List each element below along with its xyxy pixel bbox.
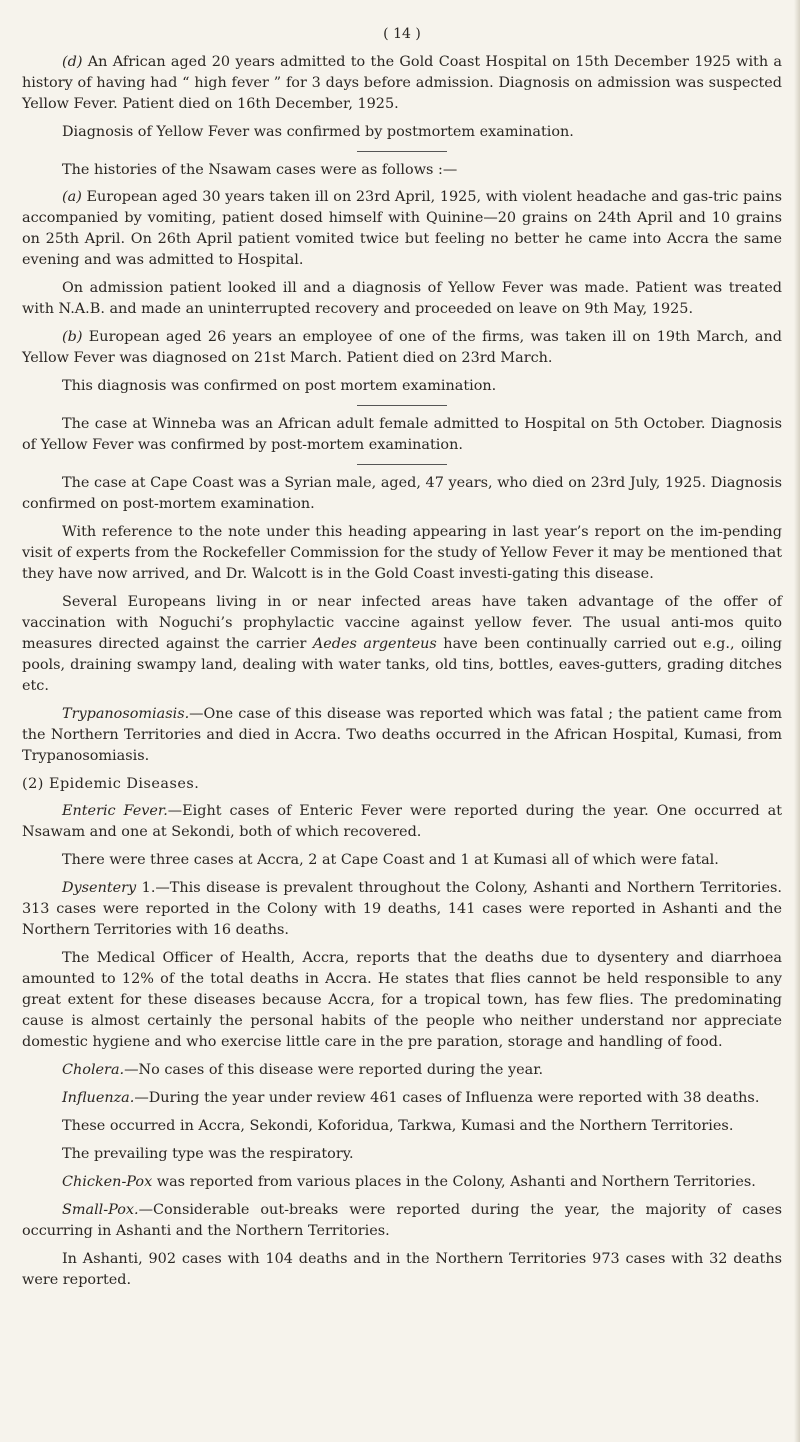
nsawam-case-a-admission: On admission patient looked ill and a diagnosis of Yellow Fever was made. Patient was treated with N.A.B. and made an uninterrupted recovery and proceeded on leave on 9th May, 1925. bbox=[22, 280, 782, 317]
dysentery-text: 1.—This disease is prevalent throughout the Colony, Ashanti and Northern Territories. 313 cases were reported in the Colony with 19 deaths, 141 cases were reported in Ashanti and the Northern Territories with 16 deaths. bbox=[22, 880, 782, 938]
small-pox-statistics: In Ashanti, 902 cases with 104 deaths and in the Northern Territories 973 cases with 32 deaths were reported. bbox=[22, 1251, 782, 1288]
trypanosomiasis-title: Trypanosomiasis. bbox=[62, 706, 190, 722]
nsawam-case-b-text: European aged 26 years an employee of one of the firms, was taken ill on 19th March, and Yellow Fever was diagnosed on 21st March. Patient died on 23rd March. bbox=[22, 329, 782, 366]
case-label-d: (d) bbox=[62, 54, 83, 70]
nsawam-case-a-paragraph bbox=[22, 187, 782, 271]
small-pox-paragraph bbox=[22, 1200, 782, 1242]
enteric-fever-text: —Eight cases of Enteric Fever were reported during the year. One occurred at Nsawam and one at Sekondi, both of which recovered. bbox=[22, 803, 782, 840]
medical-officer-report: The Medical Officer of Health, Accra, reports that the deaths due to dysentery and diarrhoea amounted to 12% of the total deaths in Accra. He states that flies cannot be held responsible to any great extent for these diseases because Accra, for a tropical town, has few flies. The predominating cause is almost certainly the personal habits of the people who neither understand nor appreciate domestic hygiene and who exercise little care in the pre paration, storage and handling of food. bbox=[22, 950, 782, 1050]
gold-coast-case-text: An African aged 20 years admitted to the Gold Coast Hospital on 15th December 1925 with a history of having had “ high fever ” for 3 days before admission. Diagnosis on admission was suspected Yellow Fever. Patient died on 16th December, 1925. bbox=[22, 54, 782, 112]
chicken-pox-text: was reported from various places in the Colony, Ashanti and Northern Territories. bbox=[152, 1174, 756, 1190]
page-edge-shadow bbox=[794, 0, 800, 1442]
enteric-fever-title: Enteric Fever. bbox=[62, 803, 168, 819]
influenza-text: —During the year under review 461 cases of Influenza were reported with 38 deaths. bbox=[134, 1090, 760, 1106]
page-number: ( 14 ) bbox=[383, 26, 421, 42]
trypanosomiasis-paragraph bbox=[22, 704, 782, 767]
vaccination-text-start: Several Europeans living in or near infected areas have taken advantage of the offer of vaccination with Noguchi’s prophylactic vaccine against yellow fever. The usual anti-mos quito measures directed against the carrier bbox=[22, 594, 782, 652]
dysentery-paragraph bbox=[22, 878, 782, 941]
vaccination-text-end: have been continually carried out e.g., oiling pools, draining swampy land, dealing with water tanks, old tins, bottles, eaves-gutters, grading ditches etc. bbox=[22, 636, 783, 694]
section-divider bbox=[357, 464, 447, 465]
small-pox-title: Small-Pox. bbox=[62, 1202, 139, 1218]
nsawam-intro: The histories of the Nsawam cases were as follows :— bbox=[62, 162, 458, 178]
vaccination-paragraph bbox=[22, 592, 782, 697]
dysentery-title: Dysentery bbox=[62, 880, 137, 896]
chicken-pox-paragraph bbox=[22, 1172, 782, 1193]
winneba-case: The case at Winneba was an African adult female admitted to Hospital on 5th October. Diagnosis of Yellow Fever was confirmed by post-mortem examination. bbox=[22, 416, 782, 453]
cholera-text: —No cases of this disease were reported during the year. bbox=[124, 1062, 544, 1078]
gold-coast-confirmation: Diagnosis of Yellow Fever was confirmed by postmortem examination. bbox=[62, 124, 574, 140]
section-divider bbox=[357, 405, 447, 406]
rockefeller-note: With reference to the note under this heading appearing in last year’s report on the im-pending visit of experts from the Rockefeller Commission for the study of Yellow Fever it may be mentioned that they have now arrived, and Dr. Walcott is in the Gold Coast investi-gating this disease. bbox=[22, 524, 782, 582]
nsawam-case-a-text: European aged 30 years taken ill on 23rd April, 1925, with violent headache and gas-tric pains accompanied by vomiting, patient dosed himself with Quinine—20 grains on 24th April and 10 grains on 25th April. On 26th April patient vomited twice but feeling no better he came into Accra the same evening and was admitted to Hospital. bbox=[22, 189, 782, 268]
influenza-places: These occurred in Accra, Sekondi, Koforidua, Tarkwa, Kumasi and the Northern Territories. bbox=[62, 1118, 734, 1134]
enteric-fatal-cases: There were three cases at Accra, 2 at Cape Coast and 1 at Kumasi all of which were fatal. bbox=[62, 852, 719, 868]
epidemic-diseases-heading: (2) Epidemic Diseases. bbox=[22, 776, 200, 792]
nsawam-case-b-paragraph bbox=[22, 327, 782, 369]
trypanosomiasis-text: —One case of this disease was reported which was fatal ; the patient came from the Northern Territories and died in Accra. Two deaths occurred in the African Hospital, Kumasi, from Trypanosomiasis. bbox=[22, 706, 782, 764]
section-divider bbox=[357, 151, 447, 152]
case-label-a: (a) bbox=[62, 189, 82, 205]
cholera-title: Cholera. bbox=[62, 1062, 125, 1078]
chicken-pox-title: Chicken-Pox bbox=[62, 1174, 153, 1190]
case-label-b: (b) bbox=[62, 329, 83, 345]
nsawam-case-b-confirmation: This diagnosis was confirmed on post mortem examination. bbox=[62, 378, 497, 394]
cholera-paragraph bbox=[22, 1060, 782, 1081]
gold-coast-case-paragraph bbox=[22, 52, 782, 115]
influenza-type: The prevailing type was the respiratory. bbox=[62, 1146, 354, 1162]
aedes-argenteus-term: Aedes argenteus bbox=[312, 636, 437, 652]
cape-coast-case: The case at Cape Coast was a Syrian male, aged, 47 years, who died on 23rd July, 1925. Diagnosis confirmed on post-mortem examination. bbox=[22, 475, 782, 512]
influenza-paragraph bbox=[22, 1088, 782, 1109]
small-pox-text: —Considerable out-breaks were reported during the year, the majority of cases occurring in Ashanti and the Northern Territories. bbox=[22, 1202, 782, 1239]
enteric-fever-paragraph bbox=[22, 801, 782, 843]
influenza-title: Influenza. bbox=[62, 1090, 135, 1106]
